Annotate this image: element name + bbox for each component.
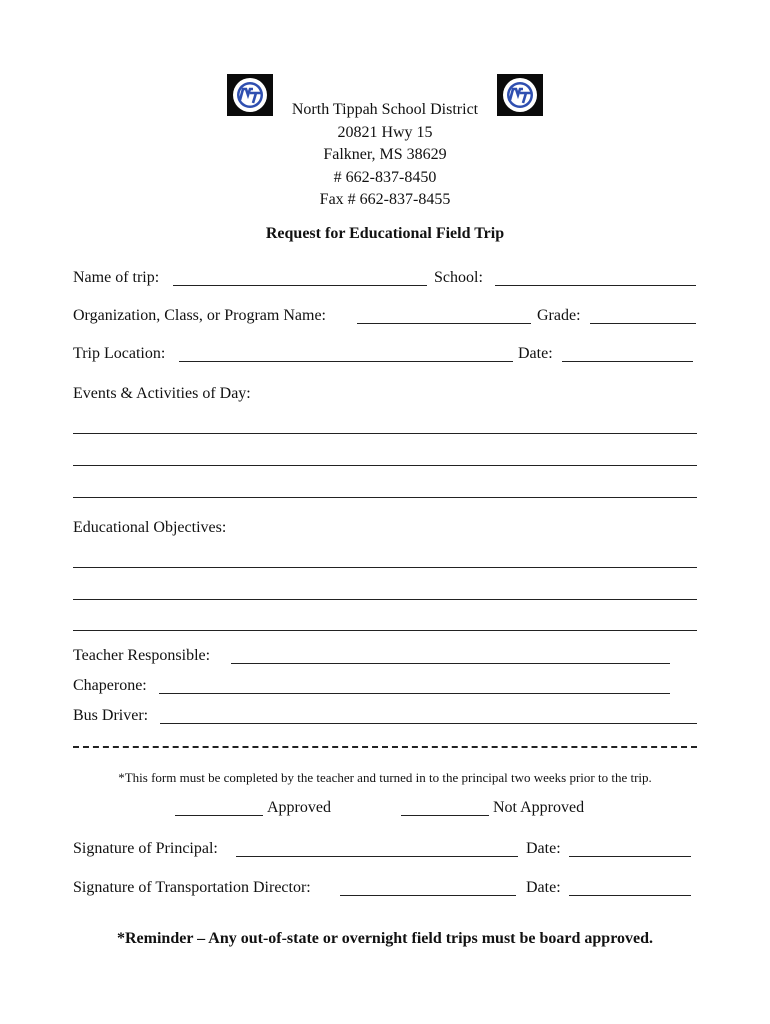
district-address: 20821 Hwy 15	[337, 124, 433, 141]
district-fax: Fax # 662-837-8455	[319, 191, 451, 208]
events-label: Events & Activities of Day:	[73, 385, 251, 402]
bus-driver-field[interactable]	[160, 723, 697, 724]
chaperone-field[interactable]	[159, 693, 670, 694]
bus-driver-label: Bus Driver:	[73, 707, 149, 724]
submission-note: *This form must be completed by the teacher and turned in to the principal two weeks prior to the trip.	[118, 770, 652, 785]
board-approval-reminder: *Reminder – Any out-of-state or overnight field trips must be board approved.	[117, 930, 653, 947]
chaperone-label: Chaperone:	[73, 677, 147, 694]
trip-location-label: Trip Location:	[73, 345, 166, 362]
events-line[interactable]	[73, 465, 697, 466]
principal-date-field[interactable]	[569, 856, 691, 857]
trip-location-field[interactable]	[179, 361, 513, 362]
organization-field[interactable]	[357, 323, 531, 324]
teacher-label: Teacher Responsible:	[73, 647, 211, 664]
objectives-line[interactable]	[73, 567, 697, 568]
transport-date-label: Date:	[526, 879, 561, 896]
approved-field[interactable]	[175, 815, 263, 816]
not-approved-label: Not Approved	[493, 799, 585, 816]
transport-signature-field[interactable]	[340, 895, 516, 896]
dashed-divider	[73, 746, 697, 748]
objectives-line[interactable]	[73, 630, 697, 631]
principal-signature-field[interactable]	[236, 856, 518, 857]
trip-date-field[interactable]	[562, 361, 693, 362]
transport-signature-label: Signature of Transportation Director:	[73, 879, 311, 896]
teacher-field[interactable]	[231, 663, 670, 664]
grade-field[interactable]	[590, 323, 696, 324]
objectives-line[interactable]	[73, 599, 697, 600]
approved-label: Approved	[267, 799, 331, 816]
events-line[interactable]	[73, 433, 697, 434]
district-phone: # 662-837-8450	[333, 169, 437, 186]
name-of-trip-label: Name of trip:	[73, 269, 160, 286]
principal-date-label: Date:	[526, 840, 561, 857]
form-title: Request for Educational Field Trip	[265, 225, 505, 242]
organization-label: Organization, Class, or Program Name:	[73, 307, 326, 324]
school-label: School:	[434, 269, 483, 286]
district-name: North Tippah School District	[291, 101, 479, 118]
principal-signature-label: Signature of Principal:	[73, 840, 218, 857]
name-of-trip-field[interactable]	[173, 285, 427, 286]
events-line[interactable]	[73, 497, 697, 498]
not-approved-field[interactable]	[401, 815, 489, 816]
transport-date-field[interactable]	[569, 895, 691, 896]
trip-date-label: Date:	[518, 345, 553, 362]
objectives-label: Educational Objectives:	[73, 519, 227, 536]
district-city: Falkner, MS 38629	[323, 146, 447, 163]
school-field[interactable]	[495, 285, 696, 286]
grade-label: Grade:	[537, 307, 581, 324]
